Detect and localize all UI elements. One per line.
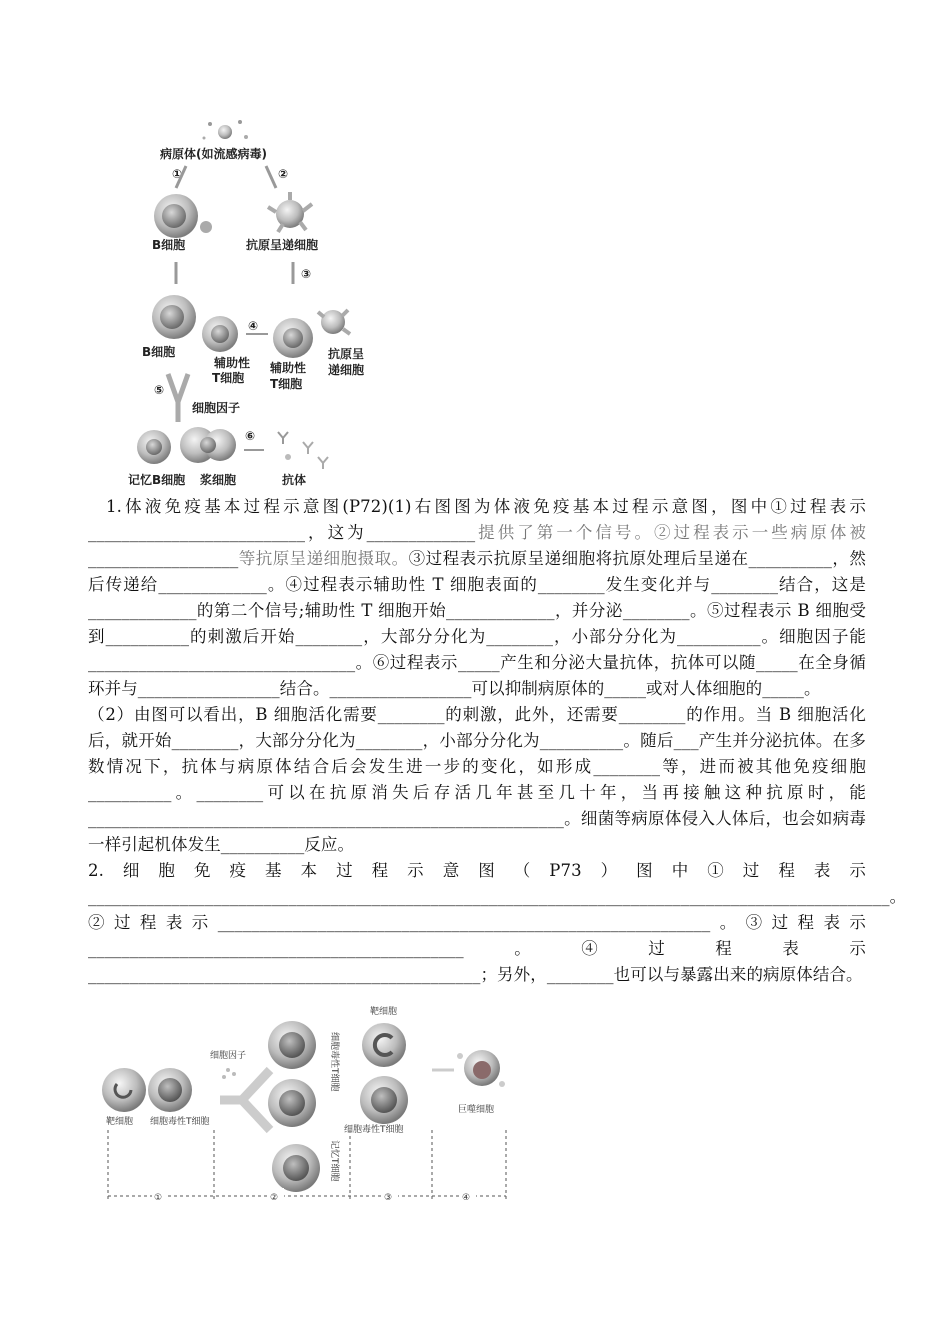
cytokine-label: 细胞因子 [210,1051,247,1061]
memory-t-label: 记忆T细胞 [329,1140,339,1182]
macrophage-label: 巨噬细胞 [458,1105,495,1115]
memory-b-label: 记忆B细胞 [128,473,186,487]
ctl-bottom-label: 细胞毒性T细胞 [344,1125,404,1135]
helper-t-cell-icon [202,316,238,352]
stage1-label: ① [154,1193,163,1203]
th-left-label-1: 辅助性 [214,356,251,370]
humoral-immunity-figure [128,112,388,492]
apc-right-label-2: 递细胞 [328,363,365,377]
q1-text-gray-1: 提供了第一个信号。②过程表示一些病原体被 [475,523,867,542]
apc-icon [318,310,350,334]
question-1-part-2: （2）由图可以看出，B 细胞活化需要________的刺激，此外，还需要________的作用。当 B 细胞活化后，就开始________，大部分分化为________，小部分分化为__________。随后___产生并分泌抗体。在多数情况下，抗体与病原体结合后会发生进一步的变化，如形成________等，进而被其他免疫细胞__________。________可以在抗原消失后存活几年甚至几十年，当再接触这种抗原时，能_________________________________________________________。细菌等病原体侵入人体后，也会如病毒一样引起机体发生__________反应。 [88,705,866,854]
step5-label: ⑤ [154,383,165,397]
q1-text-gray-2: 等抗原呈递细胞摄取。 [238,549,409,568]
th-right-label-2: T细胞 [270,377,303,391]
b-cell-icon [152,295,196,339]
target-cell-icon [102,1068,146,1112]
step3-label: ③ [301,267,312,281]
apc-icon [268,192,312,232]
step4-label: ④ [248,319,259,333]
q1-text-3: ③过程表示抗原呈递细胞将抗原处理后呈递在__________，然后传递给_____________。④过程表示辅助性 T 细胞表面的________发生变化并与________结合，这是_____________的第二个信号;辅助性 T 细胞开始_____________，并分泌________。⑤过程表示 B 细胞受到__________的刺激后开始________，大部分分化为________，小部分分化为__________。细胞因子能________________________________。⑥过程表示_____产生和分泌大量抗体，抗体可以随_____在全身循环并与_________________结合。_________________可以抑制病原体的_____或对人体细胞的_____。 [88,549,866,698]
target-cell-top-label: 靶细胞 [370,1007,398,1017]
b-cell-top-label: B细胞 [152,238,186,252]
apc-top-label: 抗原呈递细胞 [246,238,319,252]
target-cell-label: 靶细胞 [106,1117,134,1127]
target-cell-icon [362,1023,406,1067]
helper-t-cell-icon [273,318,313,358]
th-left-label-2: T细胞 [212,371,245,385]
cytokine-icon [222,1068,236,1079]
stage4-label: ④ [462,1193,471,1203]
stage3-label: ③ [384,1193,393,1203]
pathogen-label: 病原体(如流感病毒) [160,147,267,161]
q1-text-2: __________________ [88,549,239,568]
worksheet-text [88,494,907,988]
cellular-immunity-figure [92,1000,522,1210]
ctl-vertical-label: 细胞毒性T细胞 [329,1032,339,1092]
step1-label: ① [172,167,183,181]
memory-b-cell-icon [137,430,171,464]
question-2: 2.细胞免疫基本过程示意图（P73）图中①过程表示________________________________________________________________________________________________。②过程表示___________________________________________________________。③过程表示_____________________________________________。④过程表示_______________________________________________；另外，________也可以与暴露出来的病原体结合。 [88,861,907,984]
ctl-label: 细胞毒性T细胞 [150,1117,210,1127]
b-cell-mid-label: B细胞 [142,345,176,359]
cytokine-label: 细胞因子 [192,401,241,415]
cytotoxic-t-cell-icon [360,1076,408,1124]
cytotoxic-t-cell-icon [268,1079,316,1127]
cytotoxic-t-cell-icon [268,1021,316,1069]
cytotoxic-t-cell-icon [148,1068,192,1112]
antibody-label: 抗体 [282,473,307,487]
plasma-label: 浆细胞 [200,473,237,487]
question-1-part-1 [88,494,866,702]
th-right-label-1: 辅助性 [270,361,307,375]
memory-t-cell-icon [272,1144,320,1192]
apc-right-label-1: 抗原呈 [328,347,365,361]
b-cell-icon [154,194,212,238]
plasma-cell-icon [180,427,236,463]
stage2-label: ② [270,1193,279,1203]
step2-label: ② [278,167,289,181]
virus-icon [203,120,249,140]
q1-text-1: 1.体液免疫基本过程示意图(P72)(1)右图图为体液免疫基本过程示意图，图中①过程表示__________________________，这为_____________ [88,497,866,542]
step6-label: ⑥ [245,429,256,443]
macrophage-icon [457,1050,505,1087]
antibody-icon [278,432,328,469]
